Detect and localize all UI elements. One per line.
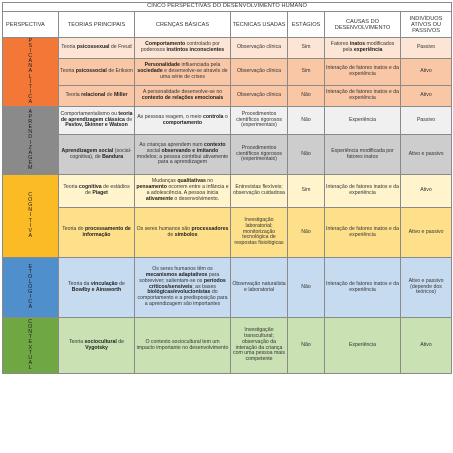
table-row	[3, 258, 452, 318]
header-individuos: INDIVÍDUOS ATIVOS OU PASSIVOS	[401, 12, 452, 38]
active-cell: Ativo	[401, 86, 452, 107]
header-estagios: ESTÁGIOS	[288, 12, 325, 38]
belief-cell: As pessoas reagem, o meio controla o comportamento	[135, 107, 231, 135]
table-row	[3, 175, 452, 208]
causes-cell: Experiência	[325, 318, 401, 374]
technique-cell: Observação clínica	[231, 59, 288, 86]
stages-cell: Sim	[288, 175, 325, 208]
header-tecnicas: TÉCNICAS USADAS	[231, 12, 288, 38]
technique-cell: Investigação laboratorial; monitorização tecnológica de respostas fisiológicas	[231, 208, 288, 258]
technique-cell: Observação naturalista e laboratorial	[231, 258, 288, 318]
stages-cell: Sim	[288, 38, 325, 59]
causes-cell: Interação de fatores inatos e da experiência	[325, 86, 401, 107]
table-row	[3, 86, 452, 107]
theory-cell: Teoria relacional de Miller	[59, 86, 135, 107]
causes-cell: Experiência	[325, 107, 401, 135]
belief-cell: Os seres humanos são processadores de símbolos	[135, 208, 231, 258]
belief-cell: Os seres humanos têm os mecanismos adaptativos para sobreviver; salientam-se os períodos críticos/sensíveis; as bases biológicas/evolucionistas do comportamento e a predisposição para a aprendizagem são importantes	[135, 258, 231, 318]
table-row	[3, 318, 452, 374]
stages-cell: Não	[288, 135, 325, 175]
header-perspectiva: PERSPECTIVA	[3, 12, 59, 38]
belief-cell: Comportamento controlado por poderosos instintos inconscientes	[135, 38, 231, 59]
perspective-etologica: E T O L Ó G I C A	[3, 258, 59, 318]
theory-cell: Teoria da vinculação de Bowlby e Ainsworth	[59, 258, 135, 318]
theory-cell: Teoria do processamento de informação	[59, 208, 135, 258]
table-row	[3, 59, 452, 86]
theory-cell: Teoria psicossocial de Erikson	[59, 59, 135, 86]
causes-cell: Interação de fatores inatos e da experiência	[325, 175, 401, 208]
theory-cell: Teoria psicossexual de Freud	[59, 38, 135, 59]
stages-cell: Não	[288, 86, 325, 107]
technique-cell: Entrevistas flexíveis; observação cuidadosa	[231, 175, 288, 208]
active-cell: Ativo e passivo	[401, 135, 452, 175]
active-cell: Ativo	[401, 175, 452, 208]
active-cell: Passivo	[401, 107, 452, 135]
table-row	[3, 135, 452, 175]
table-title: CINCO PERSPECTIVAS DO DESENVOLVIMENTO HUMANO	[3, 3, 452, 12]
stages-cell: Sim	[288, 59, 325, 86]
belief-cell: O contexto sociocultural tem um impacto importante no desenvolvimento	[135, 318, 231, 374]
causes-cell: Interação de fatores inatos e da experiência	[325, 208, 401, 258]
stages-cell: Não	[288, 258, 325, 318]
active-cell: Ativo e passivo (depende dos teóricos)	[401, 258, 452, 318]
active-cell: Ativo	[401, 318, 452, 374]
perspective-cognitiva: C O G N I T I V A	[3, 175, 59, 258]
theory-cell: Aprendizagem social (social-cognitiva), de Bandura	[59, 135, 135, 175]
technique-cell: Procedimentos científicos rigorosos (experimentais)	[231, 107, 288, 135]
stages-cell: Não	[288, 318, 325, 374]
stages-cell: Não	[288, 107, 325, 135]
stages-cell: Não	[288, 208, 325, 258]
table-row	[3, 38, 452, 59]
causes-cell: Interação de fatores inatos e da experiência	[325, 59, 401, 86]
causes-cell: Fatores inatos modificados pela experiência	[325, 38, 401, 59]
header-crencas: CRENÇAS BÁSICAS	[135, 12, 231, 38]
technique-cell: Procedimentos científicos rigorosos (experimentais)	[231, 135, 288, 175]
belief-cell: As crianças aprendem num contexto social observando e imitando modelos; a pessoa contribui ativamente para a aprendizagem	[135, 135, 231, 175]
theory-cell: Comportamentalismo ou teoria de aprendizagem clássica de Pavlov, Skinner e Watson	[59, 107, 135, 135]
causes-cell: Interação de fatores inatos e da experiência	[325, 258, 401, 318]
theory-cell: Teoria sociocultural de Vygotsky	[59, 318, 135, 374]
perspectives-table	[2, 2, 452, 374]
theory-cell: Teoria cognitiva de estádios de Piaget	[59, 175, 135, 208]
table-row	[3, 107, 452, 135]
perspectives-table-document	[2, 2, 451, 374]
perspective-aprendizagem: A P R E N D I Z A G E M	[3, 107, 59, 175]
header-causas: CAUSAS DO DESENVOLVIMENTO	[325, 12, 401, 38]
perspective-psicanalitica: P S I C A N A L Í T I C A	[3, 38, 59, 107]
header-teorias: TEORIAS PRINCIPAIS	[59, 12, 135, 38]
perspective-contextual: C O N T E X T U A L	[3, 318, 59, 374]
technique-cell: Observação clínica	[231, 38, 288, 59]
active-cell: Ativo	[401, 59, 452, 86]
table-row	[3, 208, 452, 258]
header-row	[3, 12, 452, 38]
technique-cell: Observação clínica	[231, 86, 288, 107]
belief-cell: Personalidade influenciada pela sociedade e desenvolve-se através de uma série de crises	[135, 59, 231, 86]
table-title-row	[3, 3, 452, 12]
causes-cell: Experiência modificada por fatores inatos	[325, 135, 401, 175]
technique-cell: Investigação transcultural; observação da interação da criança com uma pessoa mais competente	[231, 318, 288, 374]
active-cell: Ativo e passivo	[401, 208, 452, 258]
belief-cell: A personalidade desenvolve-se no contexto de relações emocionais	[135, 86, 231, 107]
active-cell: Passivo	[401, 38, 452, 59]
belief-cell: Mudanças qualitativas no pensamento ocorrem entre a infância e a adolescência. A pessoa inicia ativamente o desenvolvimento.	[135, 175, 231, 208]
